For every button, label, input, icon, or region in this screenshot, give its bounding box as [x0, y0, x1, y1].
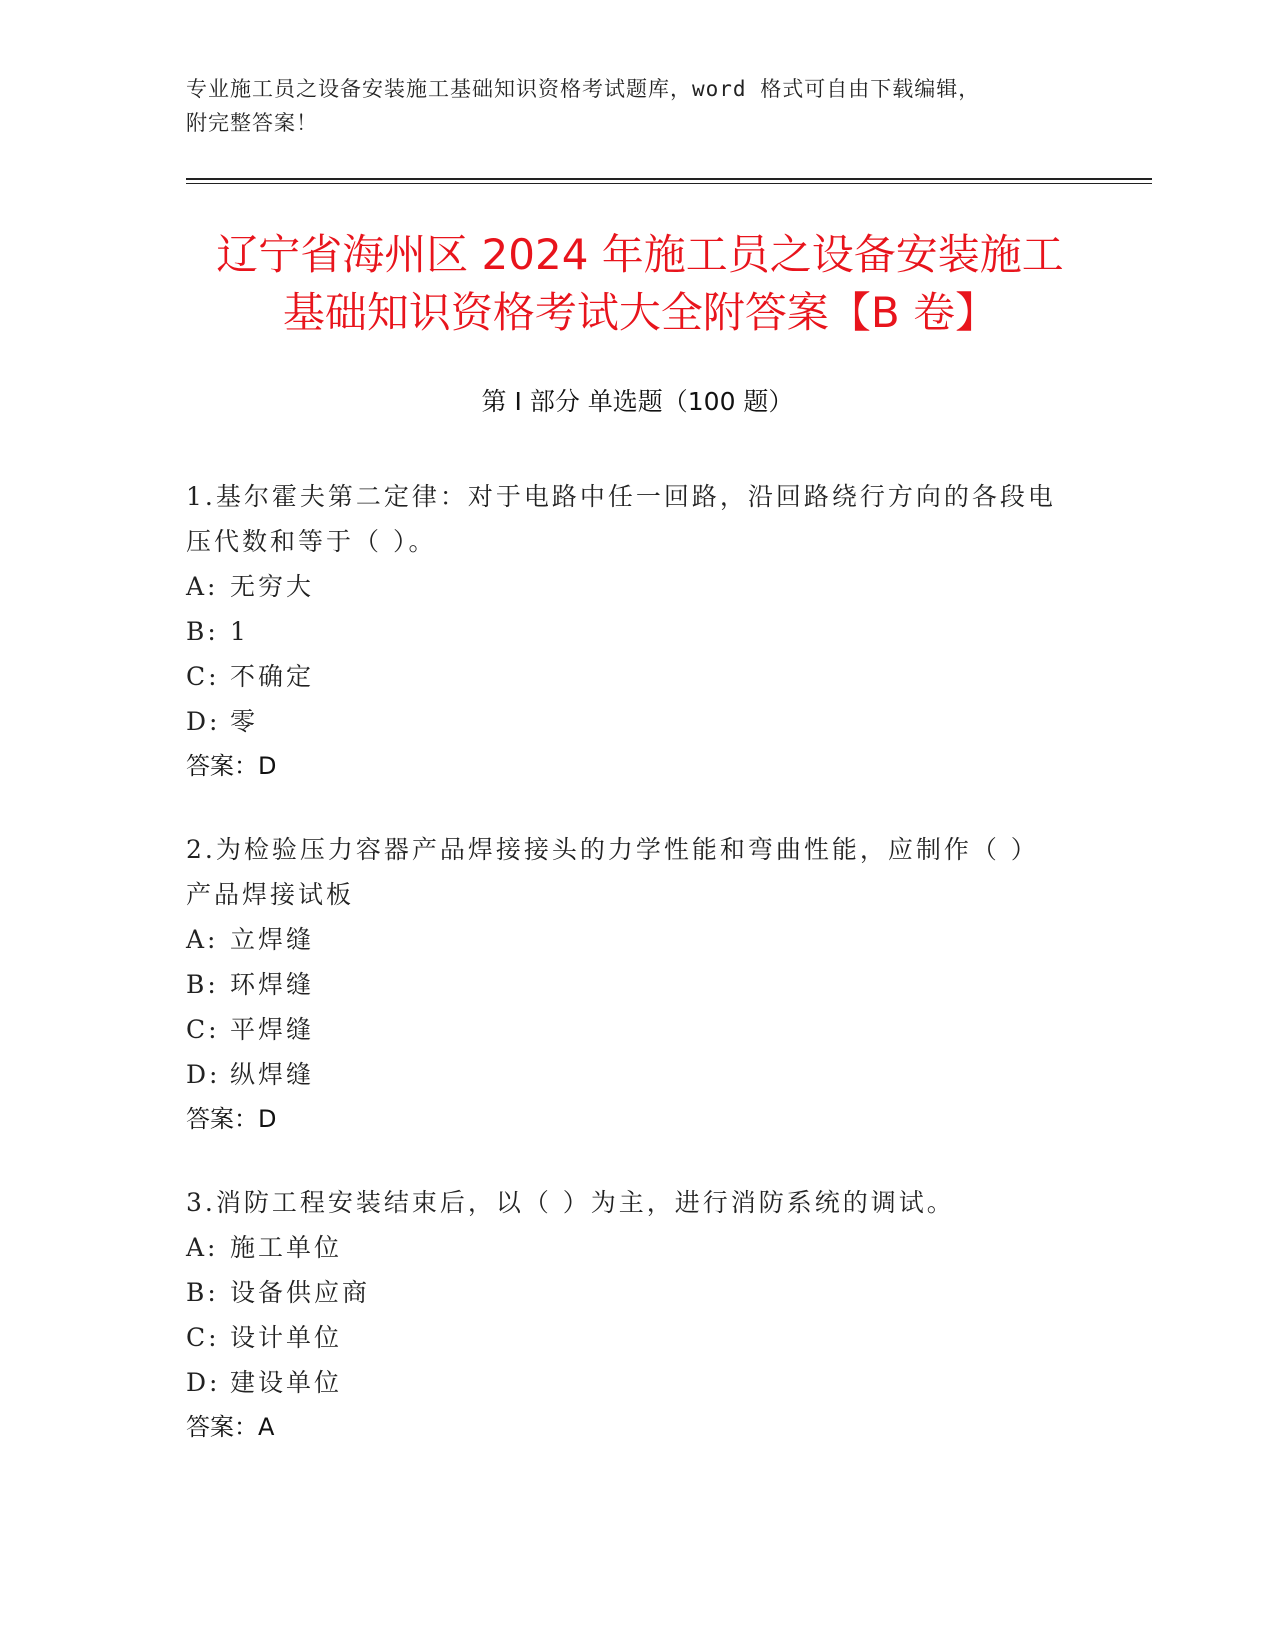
- header-note-line1: 专业施工员之设备安装施工基础知识资格考试题库，word 格式可自由下载编辑，: [186, 77, 981, 101]
- document-title: [150, 226, 1130, 342]
- header-divider-thin: [186, 183, 1152, 184]
- question-answer: 答案：A: [186, 1413, 275, 1441]
- option-text: 环焊缝: [230, 970, 315, 999]
- question-stem: 2.为检验压力容器产品焊接接头的力学性能和弯曲性能，应制作（ ）产品焊接试板: [186, 835, 1039, 909]
- header-note: [186, 72, 1086, 140]
- option-letter: A:: [186, 925, 219, 954]
- question-item: [186, 827, 1066, 1142]
- option-text: 建设单位: [230, 1368, 343, 1397]
- question-option: [186, 962, 1066, 1007]
- option-letter: D:: [186, 1368, 221, 1397]
- option-letter: A:: [186, 572, 219, 601]
- question-stem: 3.消防工程安装结束后，以（ ）为主，进行消防系统的调试。: [186, 1188, 955, 1217]
- question-option: [186, 1052, 1066, 1097]
- option-letter: D:: [186, 707, 221, 736]
- question-option: [186, 699, 1066, 744]
- question-list: [186, 474, 1066, 1488]
- option-letter: B:: [186, 617, 219, 646]
- question-option: [186, 917, 1066, 962]
- section-heading: 第 I 部分 单选题（100 题）: [481, 387, 794, 416]
- question-option: [186, 1315, 1066, 1360]
- question-stem: 1.基尔霍夫第二定律：对于电路中任一回路，沿回路绕行方向的各段电压代数和等于（ ）。: [186, 482, 1056, 556]
- question-option: [186, 1270, 1066, 1315]
- option-letter: B:: [186, 970, 219, 999]
- question-item: [186, 474, 1066, 789]
- option-letter: B:: [186, 1278, 219, 1307]
- option-text: 平焊缝: [230, 1015, 315, 1044]
- question-answer: 答案：D: [186, 752, 277, 780]
- question-option: [186, 1007, 1066, 1052]
- document-title-line1: 辽宁省海州区 2024 年施工员之设备安装施工: [216, 230, 1064, 279]
- question-option: [186, 609, 1066, 654]
- option-letter: C:: [186, 1015, 220, 1044]
- document-title-line2: 基础知识资格考试大全附答案【B 卷】: [282, 288, 998, 337]
- question-item: [186, 1180, 1066, 1450]
- question-option: [186, 1360, 1066, 1405]
- header-note-line2: 附完整答案！: [186, 111, 318, 135]
- option-letter: C:: [186, 1323, 220, 1352]
- question-option: [186, 654, 1066, 699]
- question-answer: 答案：D: [186, 1105, 277, 1133]
- option-letter: C:: [186, 662, 220, 691]
- option-text: 立焊缝: [230, 925, 315, 954]
- question-option: [186, 564, 1066, 609]
- option-text: 纵焊缝: [230, 1060, 315, 1089]
- option-text: 设备供应商: [230, 1278, 371, 1307]
- option-letter: D:: [186, 1060, 221, 1089]
- option-text: 设计单位: [230, 1323, 343, 1352]
- option-text: 无穷大: [230, 572, 315, 601]
- header-divider-thick: [186, 178, 1152, 180]
- option-text: 施工单位: [230, 1233, 343, 1262]
- question-option: [186, 1225, 1066, 1270]
- option-letter: A:: [186, 1233, 219, 1262]
- option-text: 零: [230, 707, 259, 736]
- option-text: 1: [230, 617, 249, 646]
- option-text: 不确定: [230, 662, 315, 691]
